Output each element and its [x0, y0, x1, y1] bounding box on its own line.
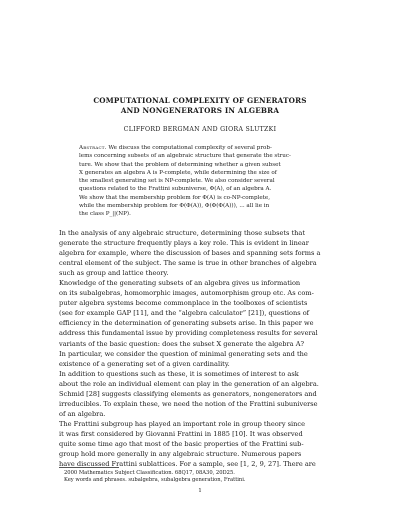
abstract-label: Abstract.	[79, 145, 107, 151]
body-line: irreducibles. To explain these, we need the notion of the Frattini subuniverse	[59, 399, 318, 408]
abstract-line	[79, 144, 322, 152]
body-line: quite some time ago that most of the basic properties of the Frattini sub-	[59, 439, 304, 448]
body-line: efficiency in the determination of generating subsets arise. In this paper we	[59, 319, 314, 328]
body-line: algebra for example, where the discussion of bases and spanning sets forms a	[59, 249, 321, 258]
abstract-line: while the membership problem for Φ(Φ(A)), Φ(Φ(Φ(A))), ... all lie in	[79, 203, 270, 210]
body-line: Knowledge of the generating subsets of an algebra gives us information	[59, 279, 301, 288]
footnote-keywords: Key words and phrases. subalgebra, subalgebra generation, Frattini.	[64, 477, 246, 483]
paper-title-line-1: COMPUTATIONAL COMPLEXITY OF GENERATORS	[93, 96, 307, 105]
body-line: have discussed Frattini sublattices. For a sample, see [1, 2, 9, 27]. There are	[59, 460, 316, 469]
paper-title-line-2: AND NONGENERATORS IN ALGEBRA	[120, 106, 280, 115]
abstract	[79, 144, 322, 219]
abstract-line: We show that the membership problem for Φ(A) is co-NP-complete,	[79, 194, 270, 201]
body-line: puter algebra systems become commonplace in the toolboxes of scientists	[59, 299, 308, 308]
abstract-line: X generates an algebra A is P-complete, while determining the size of	[79, 169, 277, 176]
body-line: on its subalgebras, homomorphic images, automorphism group etc. As com-	[59, 289, 314, 298]
body-line: In addition to questions such as these, it is sometimes of interest to ask	[59, 369, 299, 378]
body-line: central element of the subject. The same is true in other branches of algebra	[59, 259, 317, 268]
abstract-line: questions related to the Frattini subuniverse, Φ(A), of an algebra A.	[79, 186, 272, 193]
body-line: existence of a generating set of a given cardinality.	[59, 359, 230, 368]
footnote-msc: 2000 Mathematics Subject Classification. 68Q17, 08A30, 20D25.	[64, 470, 235, 476]
body-line: (see for example GAP [11], and the “algebra calculator” [21]), questions of	[59, 309, 310, 318]
body-line: such as group and lattice theory.	[59, 269, 169, 278]
body-line: address this fundamental issue by providing completeness results for several	[59, 329, 318, 338]
body-line: In particular, we consider the question of minimal generating sets and the	[59, 349, 308, 358]
footnote-rule	[59, 467, 119, 468]
body-line: generate the structure frequently plays a key role. This is evident in linear	[59, 239, 309, 248]
body-line: Schmid [28] suggests classifying elements as generators, nongenerators and	[59, 389, 317, 398]
abstract-line: lems concerning subsets of an algebraic structure that generate the struc-	[79, 153, 291, 160]
body-line: The Frattini subgroup has played an important role in group theory since	[59, 419, 305, 428]
body-line: of an algebra.	[59, 409, 106, 418]
abstract-text: We discuss the computational complexity of several prob-	[106, 145, 272, 151]
body-line: about the role an individual element can play in the generation of an algebra.	[59, 379, 319, 388]
body-line: variants of the basic question: does the subset X generate the algebra A?	[59, 339, 305, 348]
body-text	[59, 228, 341, 469]
page-number: 1	[198, 488, 202, 494]
abstract-line: ture. We show that the problem of determining whether a given subset	[79, 161, 281, 168]
body-line: group hold more generally in any algebraic structure. Numerous papers	[59, 450, 302, 459]
body-line: it was first considered by Giovanni Frattini in 1885 [10]. It was observed	[59, 429, 303, 438]
body-line: In the analysis of any algebraic structure, determining those subsets that	[59, 229, 305, 237]
abstract-line: the class P_||(NP).	[79, 211, 131, 218]
abstract-line: the smallest generating set is NP-complete. We also consider several	[79, 178, 275, 185]
paper-authors: CLIFFORD BERGMAN AND GIORA SLUTZKI	[123, 126, 277, 133]
